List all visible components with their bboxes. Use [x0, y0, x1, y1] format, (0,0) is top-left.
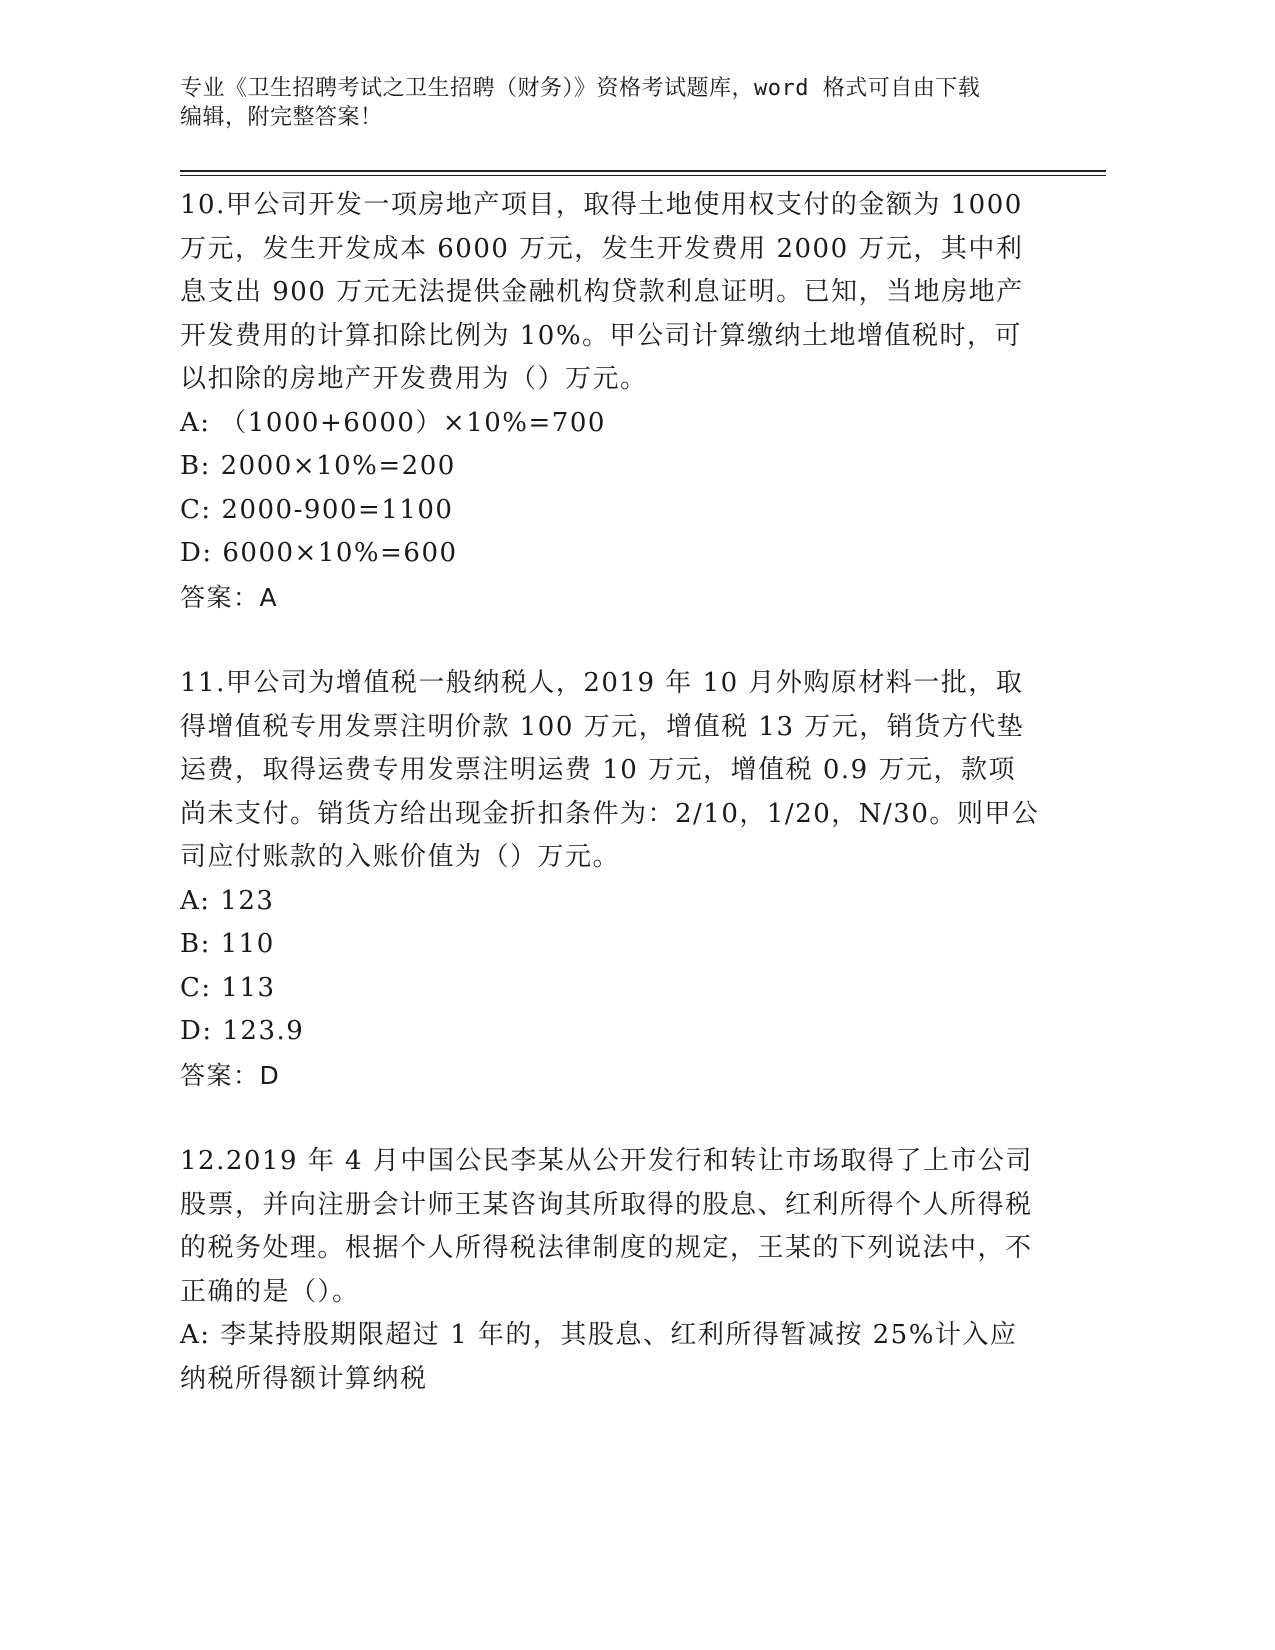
- header-line-1: 专业《卫生招聘考试之卫生招聘（财务）》资格考试题库，word 格式可自由下载: [180, 76, 981, 101]
- answer-label: 答案：D: [180, 1060, 281, 1090]
- option-a: A: 123: [180, 885, 275, 916]
- option-c: C: 2000-900=1100: [180, 494, 454, 525]
- question-spacer: [180, 1097, 1040, 1140]
- answer-label: 答案：A: [180, 582, 279, 612]
- option-a: A: 李某持股期限超过 1 年的，其股息、红利所得暂减按 25%计入应纳税所得额计算纳税: [180, 1320, 1018, 1394]
- question-11: [180, 662, 1040, 1097]
- question-list: [180, 184, 1040, 1401]
- header-divider-thick: [180, 170, 1106, 172]
- question-stem: 12.2019 年 4 月中国公民李某从公开发行和转让市场取得了上市公司股票，并向注册会计师王某咨询其所取得的股息、红利所得个人所得税的税务处理。根据个人所得税法律制度的规定，王某的下列说法中，不正确的是（）。: [180, 1146, 1033, 1307]
- option-d: D: 123.9: [180, 1016, 305, 1046]
- option-a: A: （1000+6000）×10%=700: [180, 407, 606, 438]
- option-b: B: 110: [180, 929, 275, 959]
- header-divider-thin: [180, 175, 1106, 176]
- question-12: [180, 1140, 1040, 1401]
- question-stem: 10.甲公司开发一项房地产项目，取得土地使用权支付的金额为 1000 万元，发生开发成本 6000 万元，发生开发费用 2000 万元，其中利息支出 900 万元无法提供金融机构贷款利息证明。已知，当地房地产开发费用的计算扣除比例为 10%。甲公司计算缴纳土地增值税时，可以扣除的房地产开发费用为（）万元。: [180, 190, 1024, 394]
- option-c: C: 113: [180, 972, 276, 1003]
- question-stem: 11.甲公司为增值税一般纳税人，2019 年 10 月外购原材料一批，取得增值税专用发票注明价款 100 万元，增值税 13 万元，销货方代垫运费，取得运费专用发票注明运费 10 万元，增值税 0.9 万元，款项尚未支付。销货方给出现金折扣条件为：2/10，1/20，N/30。则甲公司应付账款的入账价值为（）万元。: [180, 668, 1040, 872]
- document-header: [180, 74, 1040, 132]
- header-line-2: 编辑，附完整答案！: [180, 105, 383, 130]
- question-10: [180, 184, 1040, 619]
- option-b: B: 2000×10%=200: [180, 451, 456, 481]
- question-spacer: [180, 619, 1040, 662]
- option-d: D: 6000×10%=600: [180, 538, 458, 568]
